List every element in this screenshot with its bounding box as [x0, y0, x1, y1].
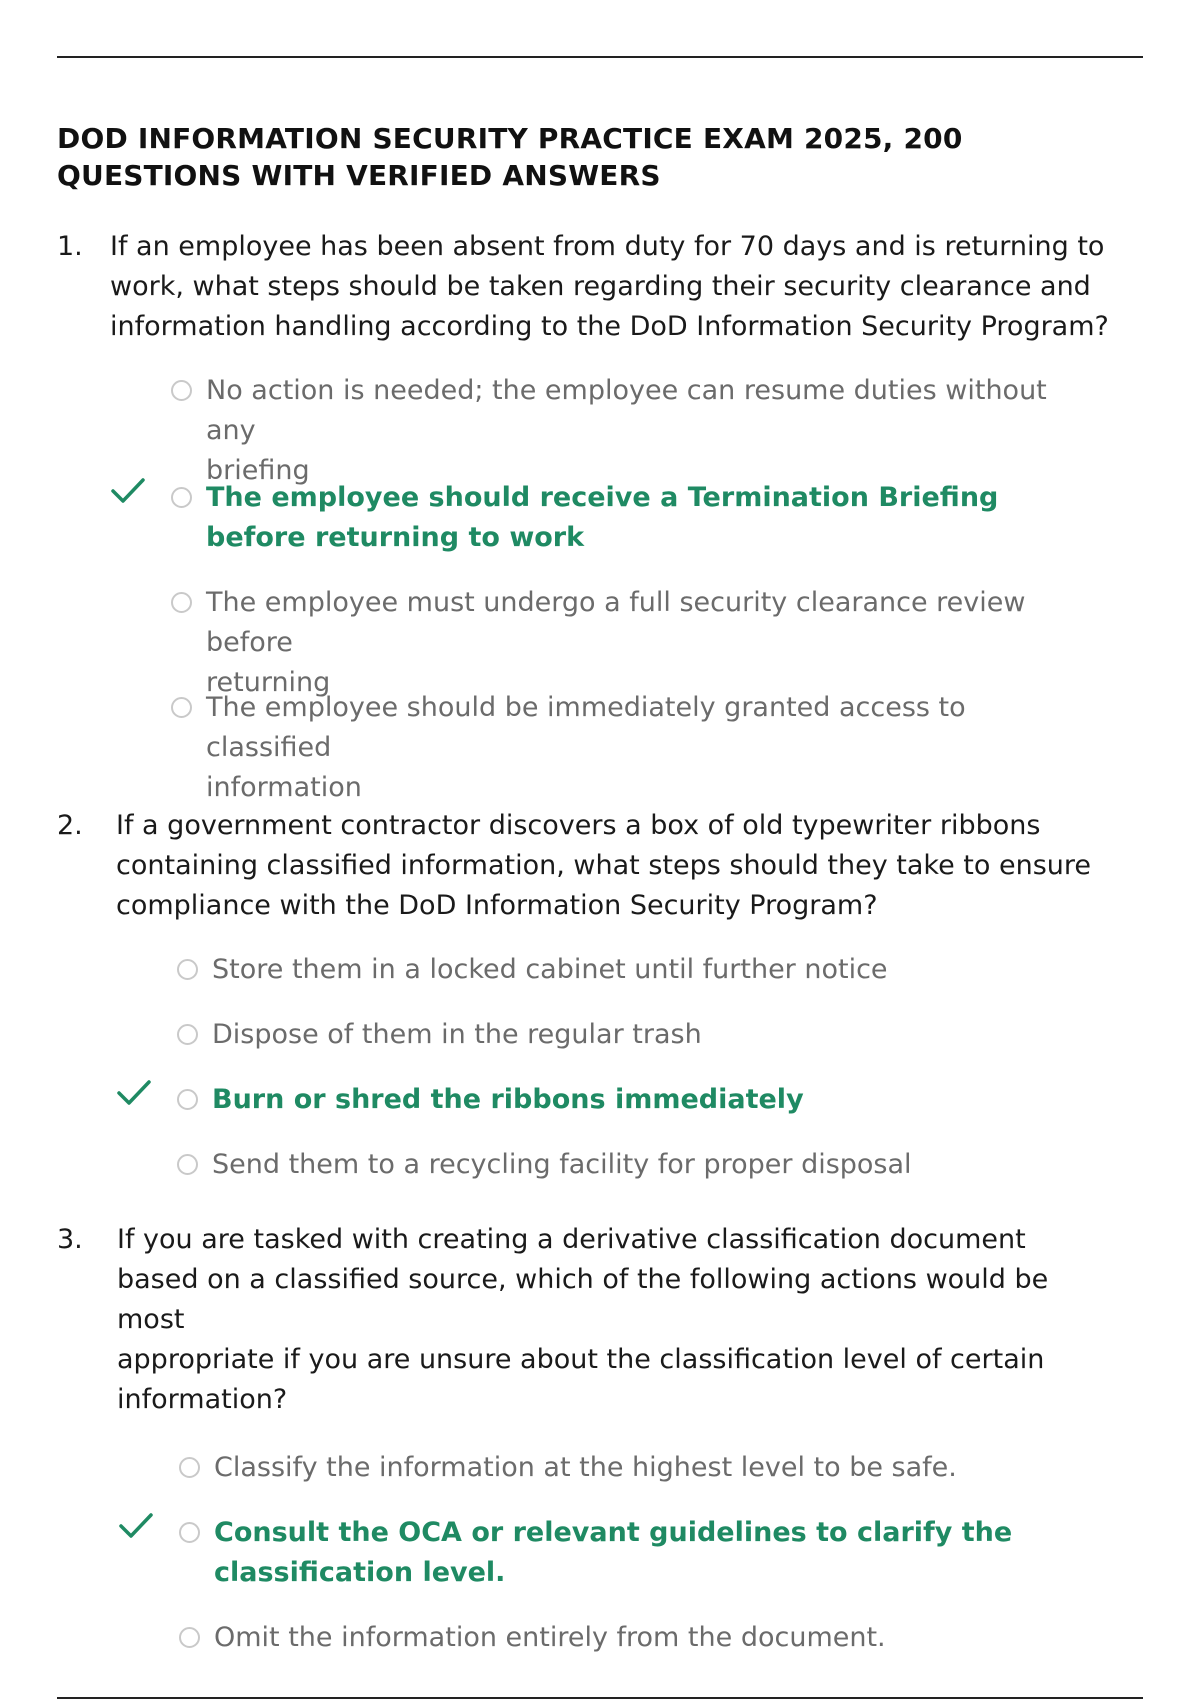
radio-circle-icon[interactable]	[179, 1627, 200, 1648]
top-rule	[57, 56, 1143, 58]
question-text: If you are tasked with creating a derivative classification document based on a classified source, which of the following actions would be most appropriate if you are unsure about the classification level of certain information?	[117, 1224, 1049, 1415]
question-number: 3.	[57, 1224, 83, 1255]
question-number: 1.	[57, 231, 83, 262]
checkmark-icon	[111, 477, 145, 505]
bottom-rule	[57, 1697, 1143, 1699]
option-text: Classify the information at the highest level to be safe.	[214, 1452, 957, 1483]
option-text: Omit the information entirely from the document.	[214, 1622, 886, 1653]
title-line-1: DOD INFORMATION SECURITY PRACTICE EXAM 2025, 200	[57, 122, 963, 155]
question-text: If a government contractor discovers a box of old typewriter ribbons containing classified information, what steps should they take to ensure compliance with the DoD Information Security Program?	[116, 810, 1091, 921]
radio-circle-icon[interactable]	[171, 487, 192, 508]
option-text: Send them to a recycling facility for proper disposal	[212, 1149, 912, 1180]
option-text: Dispose of them in the regular trash	[212, 1019, 702, 1050]
question-number: 2.	[57, 810, 83, 841]
question-text: If an employee has been absent from duty for 70 days and is returning to work, what steps should be taken regarding their security clearance and information handling according to the DoD Information Security Program?	[110, 231, 1109, 342]
option-text: The employee must undergo a full security clearance review before returning	[206, 587, 1026, 698]
option-text: The employee should be immediately granted access to classified information	[206, 692, 966, 803]
checkmark-icon	[119, 1512, 153, 1540]
radio-circle-icon[interactable]	[177, 1154, 198, 1175]
document-title	[57, 120, 1137, 194]
radio-circle-icon[interactable]	[177, 1089, 198, 1110]
radio-circle-icon[interactable]	[171, 697, 192, 718]
option-text: Consult the OCA or relevant guidelines to clarify the classification level.	[214, 1517, 1013, 1588]
radio-circle-icon[interactable]	[177, 959, 198, 980]
title-line-2: QUESTIONS WITH VERIFIED ANSWERS	[57, 159, 661, 192]
option-text: Store them in a locked cabinet until further notice	[212, 954, 888, 985]
radio-circle-icon[interactable]	[171, 380, 192, 401]
radio-circle-icon[interactable]	[179, 1457, 200, 1478]
checkmark-icon	[117, 1079, 151, 1107]
option-text: No action is needed; the employee can resume duties without any briefing	[206, 375, 1047, 486]
option-text: Burn or shred the ribbons immediately	[212, 1084, 804, 1115]
radio-circle-icon[interactable]	[179, 1522, 200, 1543]
option-text: The employee should receive a Termination Briefing before returning to work	[206, 482, 999, 553]
radio-circle-icon[interactable]	[171, 592, 192, 613]
radio-circle-icon[interactable]	[177, 1024, 198, 1045]
